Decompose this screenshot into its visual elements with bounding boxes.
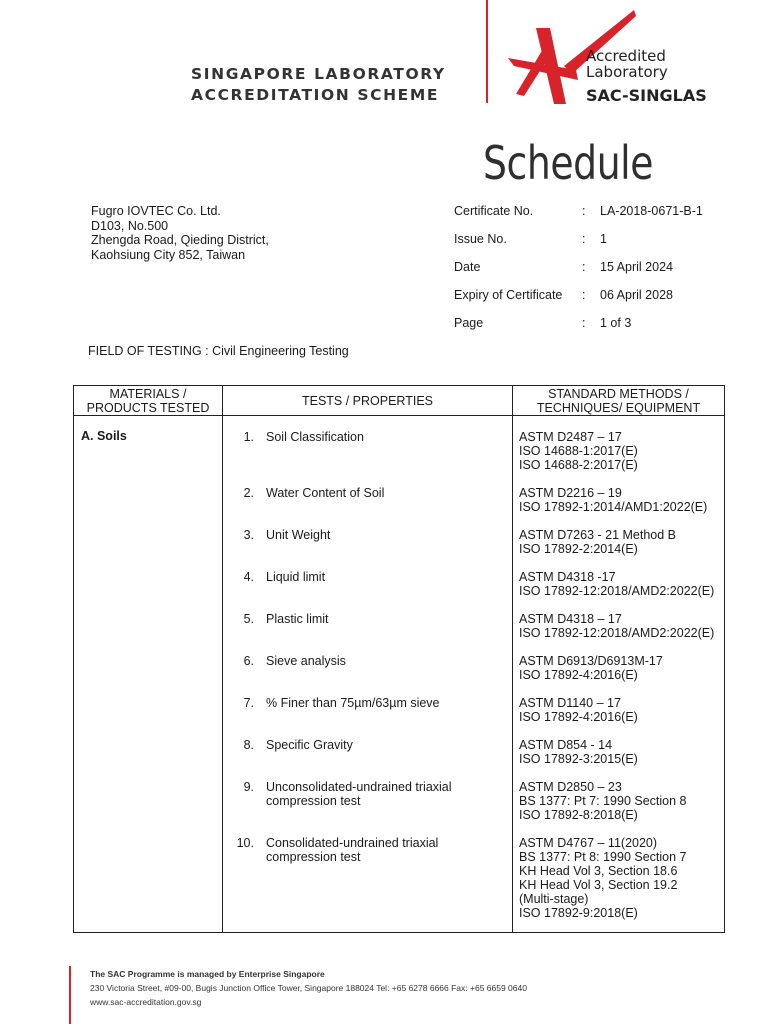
- header-materials-line2: PRODUCTS TESTED: [86, 400, 210, 415]
- standard-line: ASTM D6913/D6913M-17: [519, 654, 663, 668]
- test-line: compression test: [266, 850, 361, 864]
- lab-address: [91, 204, 269, 262]
- test-line: Specific Gravity: [266, 738, 353, 752]
- header-materials: [74, 386, 222, 415]
- standard-line: KH Head Vol 3, Section 18.6: [519, 864, 678, 878]
- standard-line: ISO 17892-1:2014/AMD1:2022(E): [519, 500, 708, 514]
- row-test: [266, 528, 506, 542]
- footer-address: 230 Victoria Street, #09-00, Bugis Junction Office Tower, Singapore 188024 Tel: +65 6278 6666 Fax: +65 6659 0640: [90, 983, 527, 993]
- logo-text: [586, 47, 707, 105]
- column-divider: [512, 386, 513, 932]
- standard-line: ASTM D854 - 14: [519, 738, 613, 752]
- standard-line: ISO 17892-2:2014(E): [519, 542, 638, 556]
- row-test: [266, 486, 506, 500]
- row-number: 4.: [243, 570, 254, 584]
- standard-line: ISO 17892-3:2015(E): [519, 752, 638, 766]
- address-line: Fugro IOVTEC Co. Ltd.: [91, 204, 221, 218]
- standard-line: ISO 14688-1:2017(E): [519, 444, 638, 458]
- field-of-testing: FIELD OF TESTING : Civil Engineering Testing: [88, 344, 349, 358]
- row-number: 1.: [243, 430, 254, 444]
- cert-sep: :: [582, 316, 586, 330]
- cert-label: Issue No.: [454, 232, 507, 246]
- header-materials-line1: MATERIALS /: [109, 386, 187, 401]
- logo-brand: SAC-SINGLAS: [586, 86, 707, 105]
- standard-line: ASTM D2850 – 23: [519, 780, 622, 794]
- standard-line: KH Head Vol 3, Section 19.2: [519, 878, 678, 892]
- header-divider: [486, 0, 488, 103]
- test-line: Liquid limit: [266, 570, 326, 584]
- standard-line: ISO 17892-8:2018(E): [519, 808, 638, 822]
- header-divider-line: [74, 415, 724, 416]
- footer-accent-bar: [69, 966, 71, 1024]
- row-standards: [519, 528, 719, 556]
- standard-line: ASTM D7263 - 21 Method B: [519, 528, 677, 542]
- test-line: Water Content of Soil: [266, 486, 385, 500]
- standard-line: (Multi-stage): [519, 892, 589, 906]
- test-line: Consolidated-undrained triaxial: [266, 836, 439, 850]
- cert-value: 06 April 2028: [600, 288, 673, 302]
- row-number: 2.: [243, 486, 254, 500]
- cert-sep: :: [582, 232, 586, 246]
- standard-line: ISO 17892-12:2018/AMD2:2022(E): [519, 584, 715, 598]
- scheme-title-line2: ACCREDITATION SCHEME: [191, 86, 440, 104]
- schedule-table: [73, 385, 725, 933]
- address-line: Kaohsiung City 852, Taiwan: [91, 247, 246, 262]
- page-title: Schedule: [483, 136, 654, 190]
- standard-line: ASTM D2487 – 17: [519, 430, 622, 444]
- standard-line: ASTM D4767 – 11(2020): [519, 836, 658, 850]
- cert-label: Certificate No.: [454, 204, 534, 218]
- cert-value: LA-2018-0671-B-1: [600, 204, 703, 218]
- row-number: 10.: [236, 836, 254, 850]
- header-standards: [513, 386, 724, 415]
- standard-line: ISO 14688-2:2017(E): [519, 458, 638, 472]
- row-standards: [519, 738, 719, 766]
- row-number: 3.: [243, 528, 254, 542]
- standard-line: ISO 17892-9:2018(E): [519, 906, 638, 920]
- row-test: [266, 780, 506, 808]
- cert-sep: :: [582, 288, 586, 302]
- cert-value: 1: [600, 232, 607, 246]
- header-tests: [223, 386, 512, 415]
- row-standards: [519, 696, 719, 724]
- row-number: 6.: [243, 654, 254, 668]
- test-line: Unconsolidated-undrained triaxial: [266, 780, 452, 794]
- category-soils: A. Soils: [81, 429, 127, 443]
- header-tests-label: TESTS / PROPERTIES: [301, 393, 434, 408]
- test-line: Plastic limit: [266, 612, 329, 626]
- footer-website: www.sac-accreditation.gov.sg: [90, 997, 202, 1007]
- standard-line: ISO 17892-4:2016(E): [519, 668, 638, 682]
- row-test: [266, 570, 506, 584]
- cert-sep: :: [582, 204, 586, 218]
- test-line: compression test: [266, 794, 361, 808]
- row-test: [266, 430, 506, 444]
- row-test: [266, 738, 506, 752]
- cert-label: Date: [454, 260, 481, 274]
- cert-label: Page: [454, 316, 484, 330]
- row-test: [266, 836, 506, 864]
- row-standards: [519, 430, 719, 472]
- row-standards: [519, 570, 719, 598]
- row-standards: [519, 780, 719, 822]
- test-line: Soil Classification: [266, 430, 364, 444]
- address-line: Zhengda Road, Qieding District,: [91, 233, 269, 247]
- row-standards: [519, 486, 719, 514]
- header-standards-line2: TECHNIQUES/ EQUIPMENT: [536, 400, 701, 415]
- standard-line: ISO 17892-12:2018/AMD2:2022(E): [519, 626, 715, 640]
- row-number: 8.: [243, 738, 254, 752]
- row-standards: [519, 654, 719, 682]
- standard-line: BS 1377: Pt 8: 1990 Section 7: [519, 850, 687, 864]
- cert-label: Expiry of Certificate: [454, 288, 563, 302]
- scheme-title: [191, 64, 446, 106]
- cert-value: 1 of 3: [600, 316, 632, 330]
- logo-accredited: Accredited: [586, 47, 666, 65]
- row-test: [266, 612, 506, 626]
- standard-line: BS 1377: Pt 7: 1990 Section 8: [519, 794, 687, 808]
- cert-sep: :: [582, 260, 586, 274]
- logo-laboratory: Laboratory: [586, 63, 668, 81]
- header-standards-line1: STANDARD METHODS /: [548, 386, 689, 401]
- row-test: [266, 696, 506, 710]
- standard-line: ISO 17892-4:2016(E): [519, 710, 638, 724]
- standard-line: ASTM D4318 – 17: [519, 612, 622, 626]
- row-standards: [519, 612, 719, 640]
- footer: [90, 967, 527, 1009]
- standard-line: ASTM D1140 – 17: [519, 696, 621, 710]
- scheme-title-line1: SINGAPORE LABORATORY: [191, 65, 446, 83]
- column-divider: [222, 386, 223, 932]
- row-number: 7.: [243, 696, 254, 710]
- test-line: Sieve analysis: [266, 654, 346, 668]
- row-test: [266, 654, 506, 668]
- cert-value: 15 April 2024: [600, 260, 673, 274]
- standard-line: ASTM D4318 -17: [519, 570, 616, 584]
- row-standards: [519, 836, 719, 920]
- address-line: D103, No.500: [91, 218, 169, 233]
- standard-line: ASTM D2216 – 19: [519, 486, 622, 500]
- row-number: 5.: [243, 612, 254, 626]
- footer-managed-by: The SAC Programme is managed by Enterprise Singapore: [90, 969, 325, 979]
- test-line: % Finer than 75µm/63µm sieve: [266, 696, 440, 710]
- row-number: 9.: [243, 780, 254, 794]
- test-line: Unit Weight: [266, 528, 331, 542]
